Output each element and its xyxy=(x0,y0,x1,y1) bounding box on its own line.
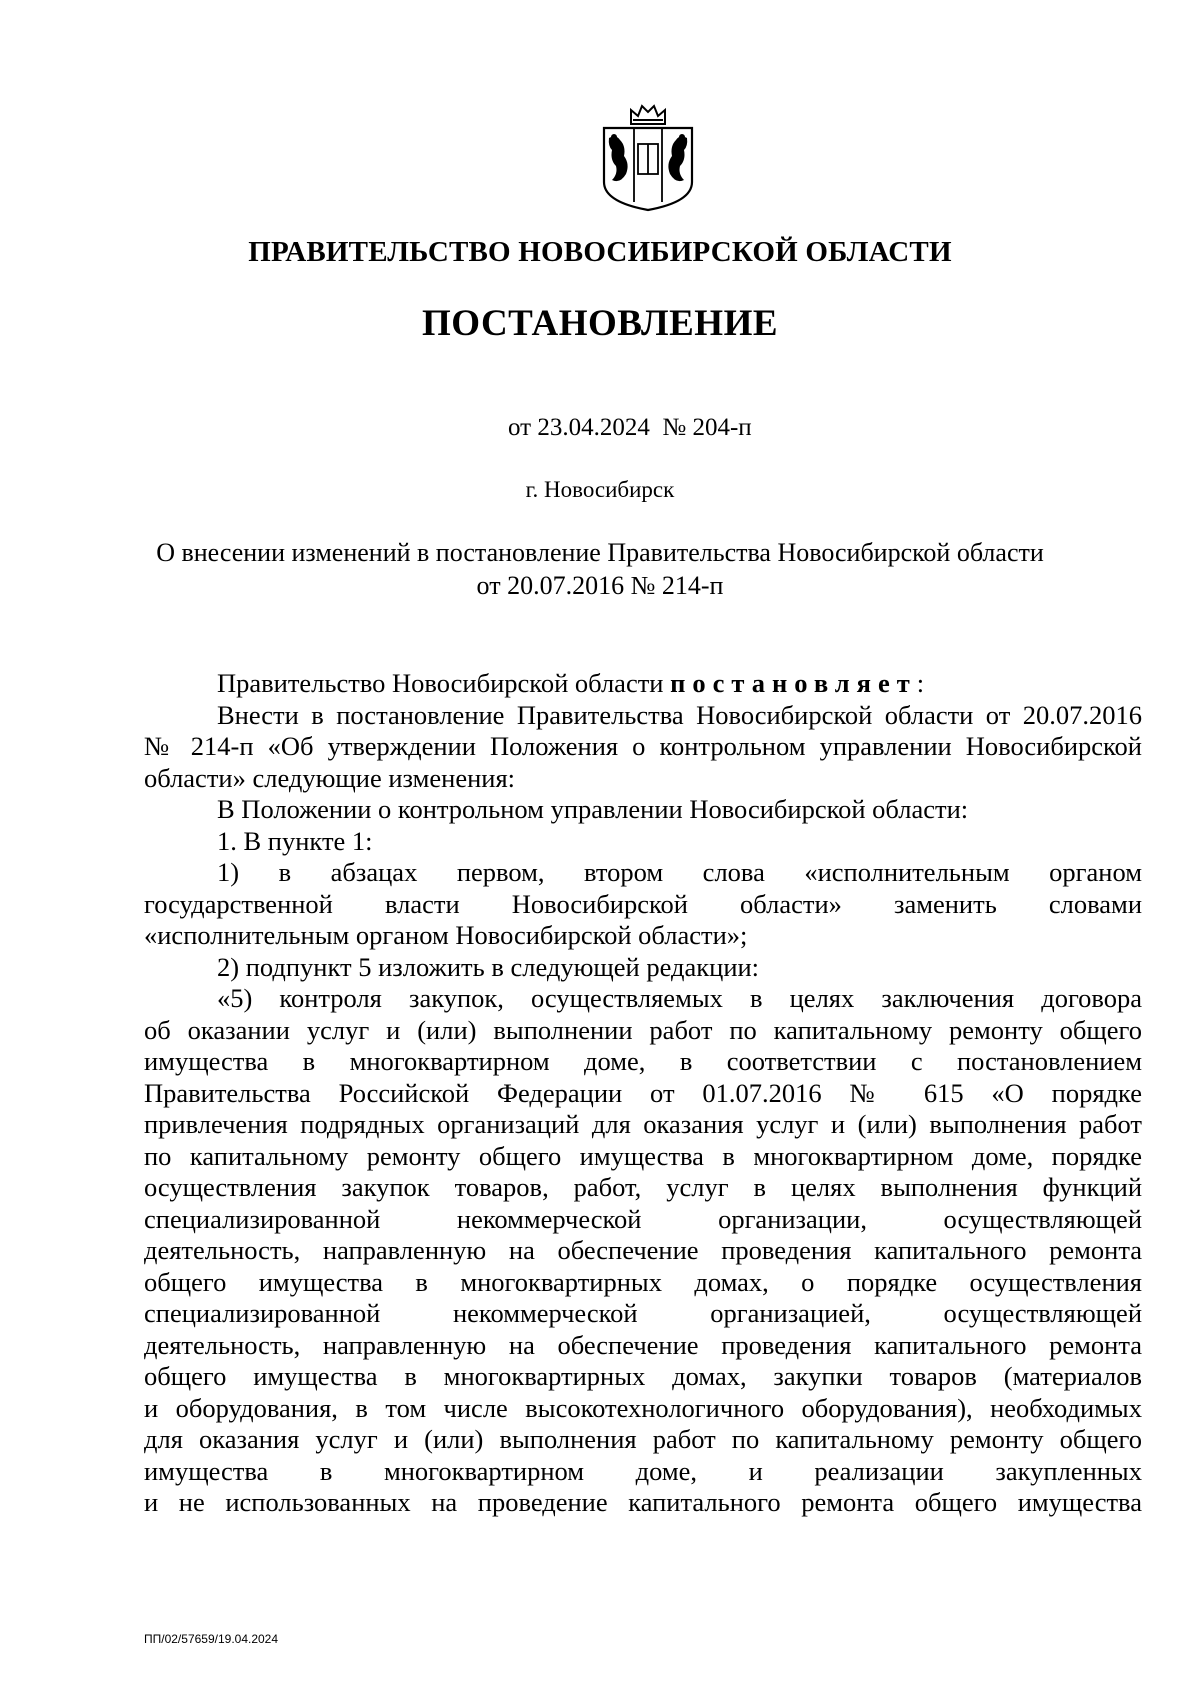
document-city: г. Новосибирск xyxy=(525,477,675,502)
body-line: № 214-п «Об утверждении Положения о контрольном управлении Новосибирской xyxy=(144,731,1142,761)
resolve-line xyxy=(144,668,1142,700)
body-line: для оказания услуг и (или) выполнения работ по капитальному ремонту общего xyxy=(144,1424,1142,1454)
body-line: 1. В пункте 1: xyxy=(217,825,373,856)
body-line: и не использованных на проведение капитального ремонта общего имущества xyxy=(144,1487,1142,1517)
body-line: специализированной некоммерческой организации, осуществляющей xyxy=(144,1203,1142,1234)
body-line: деятельность, направленную на обеспечение проведения капитального ремонта xyxy=(144,1235,1142,1265)
crown-icon xyxy=(631,106,665,124)
body-line: «исполнительным органом Новосибирской области»; xyxy=(144,920,748,950)
body-line: «5) контроля закупок, осуществляемых в целях заключения договора xyxy=(217,983,1142,1013)
body-line: В Положении о контрольном управлении Новосибирской области: xyxy=(217,794,969,824)
body-line: 2) подпункт 5 изложить в следующей редакции: xyxy=(217,951,760,982)
body-line: общего имущества в многоквартирных домах, о порядке осуществления xyxy=(144,1266,1142,1297)
sable-right-icon xyxy=(668,134,687,181)
body-line: об оказании услуг и (или) выполнении работ по капитальному ремонту общего xyxy=(144,1014,1142,1045)
body-line: 1) в абзацах первом, втором слова «исполнительным органом xyxy=(217,857,1142,887)
footer-document-code: ПП/02/57659/19.04.2024 xyxy=(144,1632,279,1646)
body-line: деятельность, направленную на обеспечение проведения капитального ремонта xyxy=(144,1329,1142,1360)
document-title-line: от 20.07.2016 № 214-п xyxy=(476,571,724,600)
document-body xyxy=(144,668,1142,1519)
body-line: и оборудования, в том числе высокотехнологичного оборудования), необходимых xyxy=(144,1392,1142,1423)
body-line: Правительства Российской Федерации от 01.07.2016 № 615 «О порядке xyxy=(144,1077,1142,1108)
coat-of-arms-icon xyxy=(600,104,696,212)
body-line: привлечения подрядных организаций для оказания услуг и (или) выполнения работ xyxy=(144,1109,1142,1139)
resolve-suffix: : xyxy=(916,668,925,698)
body-line: по капитальному ремонту общего имущества в многоквартирном доме, порядке xyxy=(144,1140,1142,1171)
body-line: Внести в постановление Правительства Новосибирской области от 20.07.2016 xyxy=(217,699,1142,730)
document-date-number: от 23.04.2024 № 204-п xyxy=(508,414,752,441)
document-title xyxy=(0,536,1200,602)
body-line: государственной власти Новосибирской области» заменить словами xyxy=(144,888,1142,919)
resolve-word: постановляет xyxy=(670,668,917,698)
organization-name: ПРАВИТЕЛЬСТВО НОВОСИБИРСКОЙ ОБЛАСТИ xyxy=(248,236,952,268)
document-type: ПОСТАНОВЛЕНИЕ xyxy=(421,303,779,344)
body-line: осуществления закупок товаров, работ, услуг в целях выполнения функций xyxy=(144,1172,1142,1202)
resolve-prefix: Правительство Новосибирской области xyxy=(217,668,671,698)
body-line: специализированной некоммерческой организацией, осуществляющей xyxy=(144,1298,1142,1328)
body-line: общего имущества в многоквартирных домах, закупки товаров (материалов xyxy=(144,1361,1142,1391)
document-title-line: О внесении изменений в постановление Правительства Новосибирской области xyxy=(156,538,1044,567)
body-line: имущества в многоквартирном доме, и реализации закупленных xyxy=(144,1455,1142,1486)
body-line: имущества в многоквартирном доме, в соответствии с постановлением xyxy=(144,1046,1142,1076)
sable-left-icon xyxy=(609,134,628,181)
body-line: области» следующие изменения: xyxy=(144,762,516,793)
